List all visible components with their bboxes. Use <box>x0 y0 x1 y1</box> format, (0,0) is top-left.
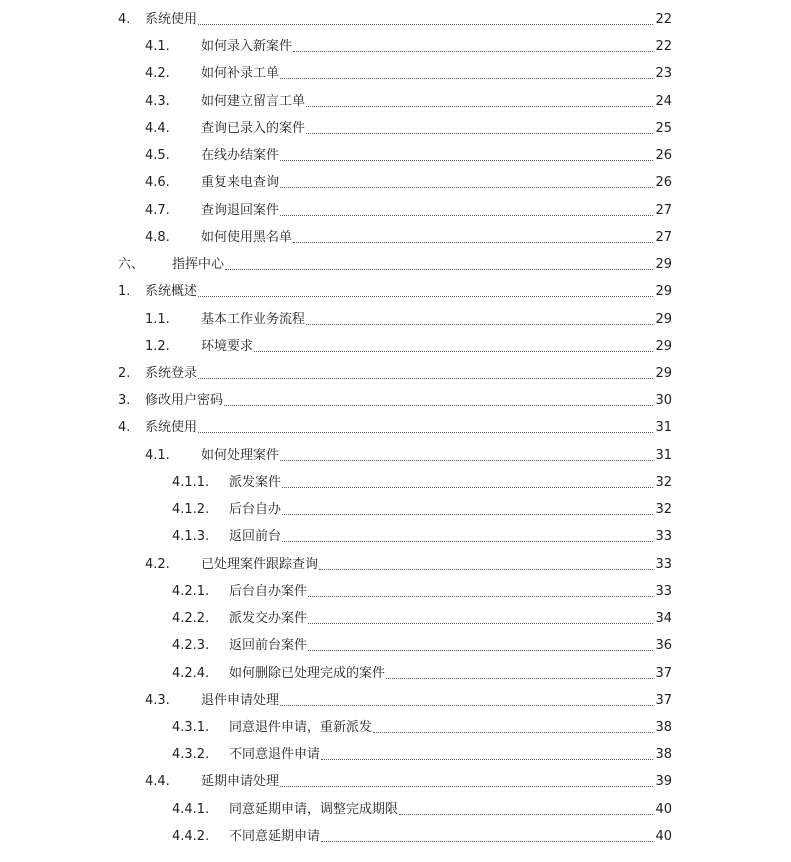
dot-leader <box>280 186 653 188</box>
toc-entry[interactable] <box>0 828 672 846</box>
toc-entry-page: 34 <box>655 611 672 627</box>
toc-entry-page: 27 <box>655 229 672 245</box>
toc-entry[interactable] <box>0 447 672 465</box>
toc-entry-number: 4.1. <box>145 39 170 55</box>
toc-entry-page: 37 <box>655 665 672 681</box>
toc-entry-title[interactable]: 后台自办 <box>229 502 282 518</box>
toc-entry-title[interactable]: 同意延期申请，调整完成期限 <box>229 801 399 817</box>
dot-leader <box>282 540 653 542</box>
dot-leader <box>399 813 653 815</box>
toc-entry[interactable] <box>0 528 672 546</box>
toc-entry[interactable] <box>0 283 672 301</box>
toc-entry[interactable] <box>0 610 672 628</box>
dot-leader <box>280 704 653 706</box>
toc-entry[interactable] <box>0 338 672 356</box>
toc-entry-number: 3. <box>118 393 131 409</box>
toc-entry-number: 六、 <box>118 257 145 273</box>
dot-leader <box>280 77 653 79</box>
toc-entry[interactable] <box>0 120 672 138</box>
toc-entry-page: 32 <box>655 474 672 490</box>
toc-entry-number: 4. <box>118 420 131 436</box>
toc-entry-number: 4. <box>118 12 131 27</box>
dot-leader <box>282 513 653 515</box>
toc-entry[interactable] <box>0 637 672 655</box>
toc-entry-number: 4.2.4. <box>172 665 210 681</box>
toc-entry-number: 1.2. <box>145 338 170 354</box>
toc-entry-title[interactable]: 派发案件 <box>229 474 282 490</box>
toc-entry-page: 38 <box>655 719 672 735</box>
toc-entry-number: 4.3. <box>145 692 170 708</box>
toc-entry[interactable] <box>0 174 672 192</box>
toc-entry-number: 1. <box>118 284 131 300</box>
dot-leader <box>280 785 653 787</box>
toc-entry[interactable] <box>0 474 672 492</box>
toc-entry-title[interactable]: 不同意退件申请 <box>229 747 321 763</box>
toc-entry-title[interactable]: 如何建立留言工单 <box>201 93 306 109</box>
toc-entry-title[interactable]: 派发交办案件 <box>229 611 308 627</box>
dot-leader <box>280 459 653 461</box>
toc-entry-title[interactable]: 延期申请处理 <box>201 774 280 790</box>
toc-entry-title[interactable]: 已处理案件跟踪查询 <box>201 556 319 572</box>
dot-leader <box>293 241 653 243</box>
toc-entry-page: 31 <box>655 447 672 463</box>
toc-entry-number: 4.3.2. <box>172 747 210 763</box>
toc-entry-title[interactable]: 如何删除已处理完成的案件 <box>229 665 386 681</box>
toc-entry-page: 40 <box>655 801 672 817</box>
toc-entry-title[interactable]: 在线办结案件 <box>201 148 280 164</box>
toc-entry[interactable] <box>0 202 672 220</box>
toc-entry[interactable] <box>0 392 672 410</box>
toc-entry-number: 4.1.1. <box>172 474 210 490</box>
toc-entry-page: 36 <box>655 638 672 654</box>
dot-leader <box>282 486 653 488</box>
toc-entry-title[interactable]: 系统使用 <box>145 12 198 27</box>
toc-entry-title[interactable]: 如何处理案件 <box>201 447 280 463</box>
toc-entry[interactable] <box>0 229 672 247</box>
toc-entry-page: 29 <box>655 338 672 354</box>
toc-entry-page: 23 <box>655 66 672 82</box>
toc-entry[interactable] <box>0 65 672 83</box>
toc-entry[interactable] <box>0 365 672 383</box>
dot-leader <box>280 214 653 216</box>
toc-entry[interactable] <box>0 746 672 764</box>
toc-entry-page: 37 <box>655 692 672 708</box>
toc-entry[interactable] <box>0 38 672 56</box>
toc-entry-page: 40 <box>655 828 672 844</box>
toc-entry-title[interactable]: 查询退回案件 <box>201 202 280 218</box>
toc-entry-number: 4.4.1. <box>172 801 210 817</box>
toc-entry-page: 39 <box>655 774 672 790</box>
toc-entry[interactable] <box>0 556 672 574</box>
dot-leader <box>308 622 653 624</box>
toc-entry-title[interactable]: 返回前台案件 <box>229 638 308 654</box>
toc-entry-title[interactable]: 退件申请处理 <box>201 692 280 708</box>
toc-entry-number: 4.2.2. <box>172 611 210 627</box>
toc-entry-number: 4.1.2. <box>172 502 210 518</box>
toc-entry[interactable] <box>0 147 672 165</box>
dot-leader <box>280 159 653 161</box>
toc-entry-number: 4.2. <box>145 556 170 572</box>
toc-entry-page: 33 <box>655 556 672 572</box>
dot-leader <box>198 295 653 297</box>
toc-entry-number: 4.3.1. <box>172 719 210 735</box>
dot-leader <box>373 731 653 733</box>
toc-entry-page: 29 <box>655 365 672 381</box>
toc-entry-page: 24 <box>655 93 672 109</box>
toc-entry-page: 27 <box>655 202 672 218</box>
toc-entry-page: 33 <box>655 583 672 599</box>
dot-leader <box>306 323 653 325</box>
toc-entry-title[interactable]: 如何录入新案件 <box>201 39 293 55</box>
toc-entry[interactable] <box>0 419 672 437</box>
toc-entry-title[interactable]: 系统概述 <box>145 284 198 300</box>
toc-entry[interactable] <box>0 93 672 111</box>
toc-entry-title[interactable]: 环境要求 <box>201 338 254 354</box>
toc-entry-title[interactable]: 基本工作业务流程 <box>201 311 306 327</box>
toc-entry-number: 2. <box>118 365 131 381</box>
toc-entry-page: 22 <box>655 39 672 55</box>
dot-leader <box>308 649 653 651</box>
dot-leader <box>308 595 653 597</box>
toc-entry[interactable] <box>0 773 672 791</box>
toc-entry-page: 25 <box>655 120 672 136</box>
toc-entry-page: 31 <box>655 420 672 436</box>
toc-entry-title[interactable]: 重复来电查询 <box>201 175 280 191</box>
toc-entry-page: 32 <box>655 502 672 518</box>
toc-entry-title[interactable]: 后台自办案件 <box>229 583 308 599</box>
toc-entry-page: 26 <box>655 148 672 164</box>
toc-entry-title[interactable]: 如何使用黑名单 <box>201 229 293 245</box>
toc-entry-title[interactable]: 同意退件申请，重新派发 <box>229 719 373 735</box>
toc-entry[interactable] <box>0 583 672 601</box>
dot-leader <box>319 568 653 570</box>
toc-entry-page: 22 <box>655 12 672 27</box>
dot-leader <box>321 840 653 842</box>
dot-leader <box>225 268 653 270</box>
dot-leader <box>386 677 653 679</box>
dot-leader <box>306 105 653 107</box>
toc-entry-number: 4.2.3. <box>172 638 210 654</box>
dot-leader <box>198 377 653 379</box>
toc-entry-page: 29 <box>655 311 672 327</box>
dot-leader <box>198 23 653 25</box>
toc-entry-number: 4.8. <box>145 229 170 245</box>
toc-entry-number: 1.1. <box>145 311 170 327</box>
toc-entry-page: 26 <box>655 175 672 191</box>
toc-entry-number: 4.1.3. <box>172 529 210 545</box>
toc-entry-title[interactable]: 修改用户密码 <box>145 393 224 409</box>
toc-entry-number: 4.4. <box>145 774 170 790</box>
toc-entry[interactable] <box>0 719 672 737</box>
toc-entry-page: 30 <box>655 393 672 409</box>
toc-entry-title[interactable]: 不同意延期申请 <box>229 828 321 844</box>
toc-entry-title[interactable]: 指挥中心 <box>172 257 225 273</box>
toc-entry-number: 4.4.2. <box>172 828 210 844</box>
toc-entry[interactable] <box>0 11 672 29</box>
dot-leader <box>198 431 653 433</box>
toc-entry-number: 4.4. <box>145 120 170 136</box>
toc-entry-title[interactable]: 系统登录 <box>145 365 198 381</box>
toc-entry-number: 4.2.1. <box>172 583 210 599</box>
toc-entry-title[interactable]: 系统使用 <box>145 420 198 436</box>
toc-entry[interactable] <box>0 801 672 819</box>
toc-entry-page: 38 <box>655 747 672 763</box>
toc-entry-page: 33 <box>655 529 672 545</box>
toc-entry[interactable] <box>0 665 672 683</box>
dot-leader <box>224 404 653 406</box>
toc-entry-title[interactable]: 查询已录入的案件 <box>201 120 306 136</box>
dot-leader <box>254 350 653 352</box>
toc-entry[interactable] <box>0 501 672 519</box>
dot-leader <box>306 132 653 134</box>
toc-entry-page: 29 <box>655 257 672 273</box>
toc-entry-title[interactable]: 返回前台 <box>229 529 282 545</box>
dot-leader <box>321 758 653 760</box>
toc-entry-page: 29 <box>655 284 672 300</box>
toc-entry-number: 4.1. <box>145 447 170 463</box>
toc-entry-number: 4.3. <box>145 93 170 109</box>
toc-entry-title[interactable]: 如何补录工单 <box>201 66 280 82</box>
toc-entry-number: 4.7. <box>145 202 170 218</box>
toc-entry-number: 4.2. <box>145 66 170 82</box>
toc-entry[interactable] <box>0 256 672 274</box>
dot-leader <box>293 50 653 52</box>
toc-entry-number: 4.6. <box>145 175 170 191</box>
toc-entry[interactable] <box>0 692 672 710</box>
toc-entry[interactable] <box>0 311 672 329</box>
toc-entry-number: 4.5. <box>145 148 170 164</box>
